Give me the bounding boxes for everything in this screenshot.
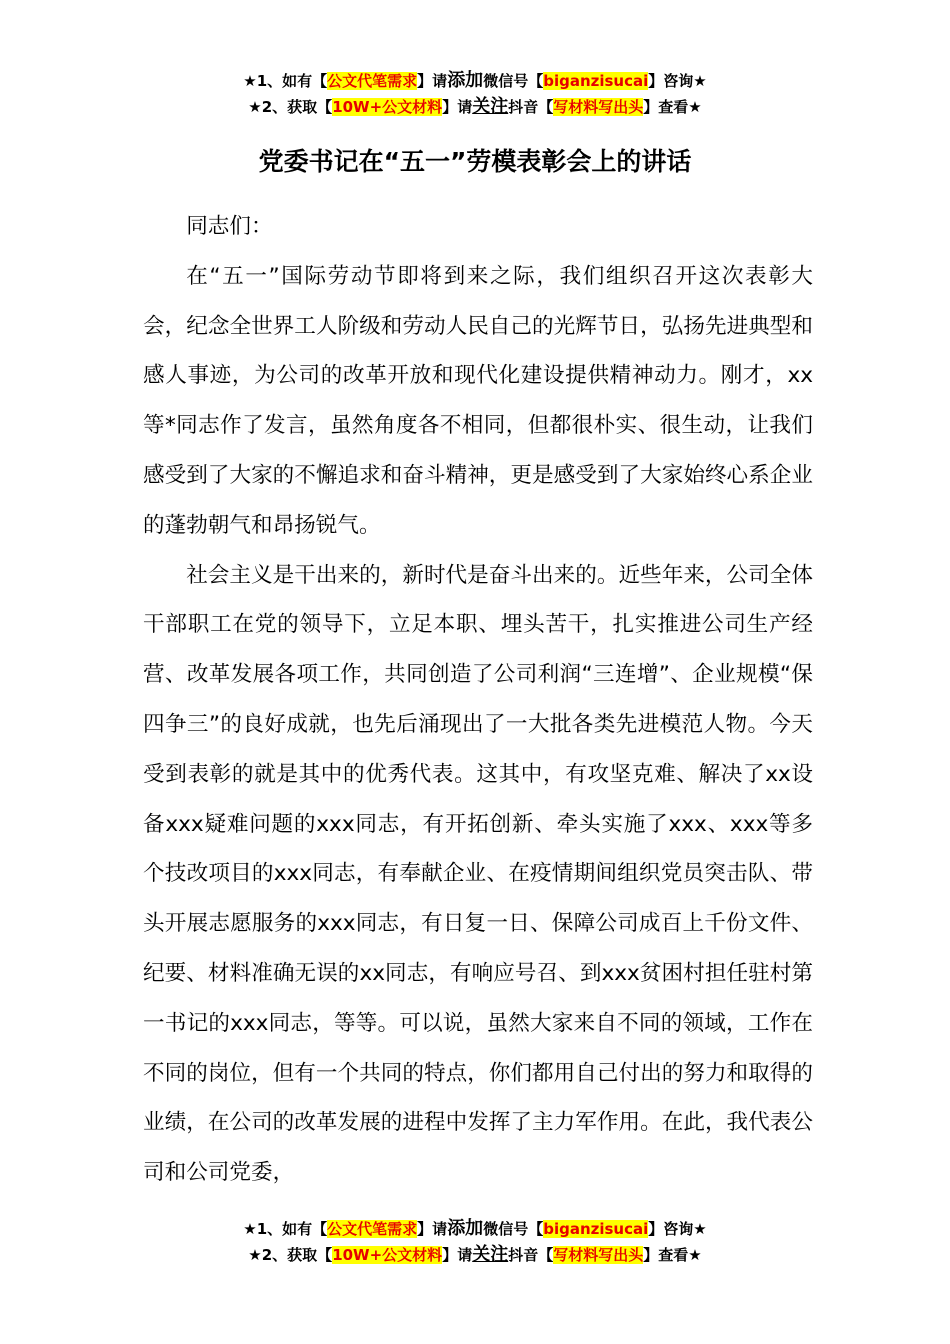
banner-text: ★1、如有【	[243, 1220, 328, 1238]
banner-text: 抖音【	[508, 98, 554, 116]
banner-line-1	[0, 68, 950, 94]
banner-line-2	[0, 1242, 950, 1268]
banner-text: ★2、获取【	[248, 1246, 333, 1264]
banner-text: 】请	[442, 1246, 473, 1264]
banner-text: 】咨询★	[648, 72, 707, 90]
banner-emphasis: 关注	[472, 1244, 509, 1265]
banner-text: 微信号【	[483, 1220, 544, 1238]
banner-text: 】请	[442, 98, 473, 116]
banner-text: 】查看★	[643, 98, 702, 116]
banner-highlight: 10W+公文材料	[332, 1246, 443, 1264]
footer-banner	[0, 1216, 950, 1268]
banner-highlight: 写材料写出头	[553, 1246, 644, 1264]
banner-highlight: 10W+公文材料	[332, 98, 443, 116]
banner-highlight: biganzisucai	[543, 72, 649, 90]
banner-text: ★1、如有【	[243, 72, 328, 90]
banner-highlight: 公文代笔需求	[327, 72, 418, 90]
header-banner	[0, 68, 950, 120]
banner-text: 】请	[417, 1220, 448, 1238]
banner-emphasis: 添加	[447, 1218, 484, 1239]
banner-emphasis: 关注	[472, 96, 509, 117]
banner-text: 】查看★	[643, 1246, 702, 1264]
document-body	[143, 202, 813, 1198]
banner-line-2	[0, 94, 950, 120]
banner-text: 】请	[417, 72, 448, 90]
banner-line-1	[0, 1216, 950, 1242]
banner-highlight: biganzisucai	[543, 1220, 649, 1238]
banner-text: 】咨询★	[648, 1220, 707, 1238]
banner-text: ★2、获取【	[248, 98, 333, 116]
banner-text: 微信号【	[483, 72, 544, 90]
paragraph: 社会主义是干出来的，新时代是奋斗出来的。近些年来，公司全体干部职工在党的领导下，立足本职、埋头苦干，扎实推进公司生产经营、改革发展各项工作，共同创造了公司利润“三连增”、企业规模“保四争三”的良好成就，也先后涌现出了一大批各类先进模范人物。今天受到表彰的就是其中的优秀代表。这其中，有攻坚克难、解决了xx设备xxx疑难问题的xxx同志，有开拓创新、牵头实施了xxx、xxx等多个技改项目的xxx同志，有奉献企业、在疫情期间组织党员突击队、带头开展志愿服务的xxx同志，有日复一日、保障公司成百上千份文件、纪要、材料准确无误的xx同志，有响应号召、到xxx贫困村担任驻村第一书记的xxx同志，等等。可以说，虽然大家来自不同的领域，工作在不同的岗位，但有一个共同的特点，你们都用自己付出的努力和取得的业绩，在公司的改革发展的进程中发挥了主力军作用。在此，我代表公司和公司党委，	[143, 562, 813, 1186]
document-title: 党委书记在“五一”劳模表彰会上的讲话	[258, 147, 692, 176]
banner-emphasis: 添加	[447, 70, 484, 91]
banner-highlight: 公文代笔需求	[327, 1220, 418, 1238]
salutation: 同志们：	[186, 214, 273, 239]
banner-highlight: 写材料写出头	[553, 98, 644, 116]
paragraph: 在“五一”国际劳动节即将到来之际，我们组织召开这次表彰大会，纪念全世界工人阶级和劳动人民自己的光辉节日，弘扬先进典型和感人事迹，为公司的改革开放和现代化建设提供精神动力。刚才，xx等*同志作了发言，虽然角度各不相同，但都很朴实、很生动，让我们感受到了大家的不懈追求和奋斗精神，更是感受到了大家始终心系企业的蓬勃朝气和昂扬锐气。	[143, 263, 813, 538]
banner-text: 抖音【	[508, 1246, 554, 1264]
